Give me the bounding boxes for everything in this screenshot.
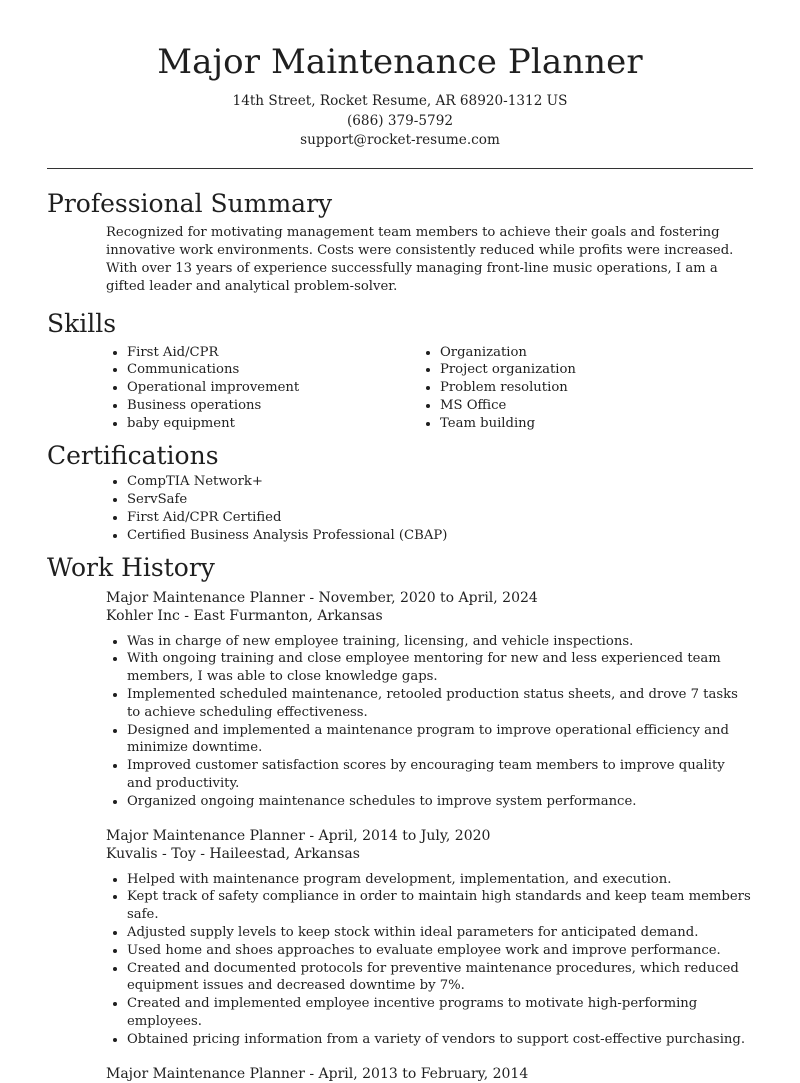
contact-info <box>47 92 753 151</box>
certifications-list <box>47 473 753 544</box>
job-duty: • With ongoing training and close employee mentoring for new and less experienced team members, I was able to close knowledge gaps. <box>127 650 753 686</box>
job-duty: • Designed and implemented a maintenance program to improve operational efficiency and minimize downtime. <box>127 722 753 758</box>
job-duty: • Created and implemented employee incentive programs to motivate high-performing employees. <box>127 995 753 1031</box>
job-title: Major Maintenance Planner - April, 2014 to July, 2020 <box>106 827 491 844</box>
skills-list-right <box>440 344 753 433</box>
job-duties <box>106 633 753 811</box>
skill-item: • Problem resolution <box>440 379 753 397</box>
skill-item: • baby equipment <box>127 415 440 433</box>
job-duties <box>106 871 753 1049</box>
job-duty: • Organized ongoing maintenance schedules to improve system performance. <box>127 793 753 811</box>
job-company: Kohler Inc - East Furmanton, Arkansas <box>106 608 383 625</box>
skills-section <box>47 307 753 433</box>
job-duty: • Kept track of safety compliance in order to maintain high standards and keep team members safe. <box>127 888 753 924</box>
skill-item: • Business operations <box>127 397 440 415</box>
job-duty: • Helped with maintenance program development, implementation, and execution. <box>127 871 753 889</box>
job-entry <box>106 589 753 811</box>
job-duty: • Implemented scheduled maintenance, retooled production status sheets, and drove 7 tasks to achieve scheduling effectiveness. <box>127 686 753 722</box>
address: 14th Street, Rocket Resume, AR 68920-1312 US <box>232 93 568 109</box>
summary-section <box>47 187 753 296</box>
job-duty: • Used home and shoes approaches to evaluate employee work and improve performance. <box>127 942 753 960</box>
summary-heading: Professional Summary <box>47 188 333 218</box>
skill-item: • First Aid/CPR <box>127 344 440 362</box>
candidate-name: Major Maintenance Planner <box>157 42 643 82</box>
job-duty: • Improved customer satisfaction scores by encouraging team members to improve quality and productivity. <box>127 757 753 793</box>
skills-heading: Skills <box>47 308 117 338</box>
job-duty: • Was in charge of new employee training, licensing, and vehicle inspections. <box>127 633 753 651</box>
certifications-heading: Certifications <box>47 441 219 471</box>
job-title: Major Maintenance Planner - November, 2020 to April, 2024 <box>106 589 538 606</box>
job-company: Kuvalis - Toy - Haileestad, Arkansas <box>106 846 360 863</box>
certification-item: • ServSafe <box>127 491 753 509</box>
certification-item: • CompTIA Network+ <box>127 473 753 491</box>
skill-item: • Team building <box>440 415 753 433</box>
job-title: Major Maintenance Planner - April, 2013 to February, 2014 <box>106 1065 529 1082</box>
job-duty: • Adjusted supply levels to keep stock within ideal parameters for anticipated demand. <box>127 924 753 942</box>
work-history-section <box>47 551 753 1083</box>
job-duty: • Obtained pricing information from a variety of vendors to support cost-effective purchasing. <box>127 1031 753 1049</box>
certifications-section <box>47 439 753 544</box>
skills-list-left <box>47 344 440 433</box>
job-entry <box>106 827 753 1049</box>
certification-item: • First Aid/CPR Certified <box>127 509 753 527</box>
job-duty: • Created and documented protocols for preventive maintenance procedures, which reduced equipment issues and decreased downtime by 7%. <box>127 960 753 996</box>
job-entry <box>106 1065 753 1083</box>
skill-item: • Project organization <box>440 361 753 379</box>
email: support@rocket-resume.com <box>300 132 500 148</box>
skill-item: • Operational improvement <box>127 379 440 397</box>
certification-item: • Certified Business Analysis Professional (CBAP) <box>127 527 753 545</box>
skill-item: • Organization <box>440 344 753 362</box>
summary-text: Recognized for motivating management team members to achieve their goals and fostering innovative work environments. Costs were consistently reduced while profits were increased. With over 13 years of experience successfully managing front-line music operations, I am a gifted leader and analytical problem-solver. <box>106 224 734 294</box>
skill-item: • Communications <box>127 361 440 379</box>
header-divider <box>47 168 753 169</box>
resume-header <box>47 0 753 151</box>
skill-item: • MS Office <box>440 397 753 415</box>
phone: (686) 379-5792 <box>346 112 453 129</box>
skills-grid <box>47 344 753 433</box>
work-history-heading: Work History <box>47 552 215 582</box>
